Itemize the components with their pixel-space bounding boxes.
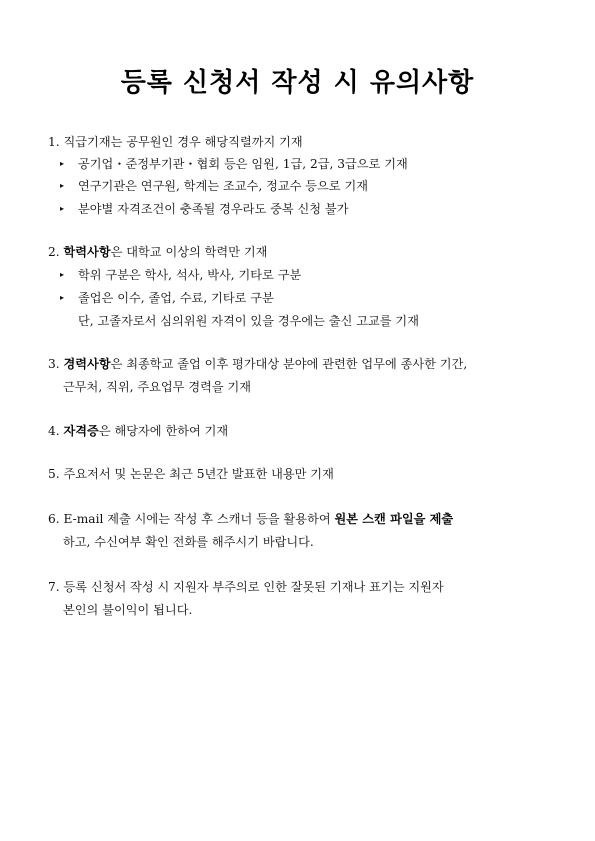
item-7-continuation: 본인의 불이익이 됩니다. (63, 603, 193, 617)
item-6-continuation: 하고, 수신여부 확인 전화를 해주시기 바랍니다. (63, 535, 314, 549)
item-4-bold-label: 자격증 (63, 424, 99, 438)
item-2-bullet-1: 학위 구분은 학사, 석사, 박사, 기타로 구분 (78, 268, 302, 282)
item-5-text: 5. 주요저서 및 논문은 최근 5년간 발표한 내용만 기재 (48, 467, 334, 481)
item-2-bullet-2: 졸업은 이수, 졸업, 수료, 기타로 구분 (78, 291, 274, 305)
item-4-text (48, 420, 228, 442)
item-1-bullet-3: 분야별 자격조건이 충족될 경우라도 중복 신청 불가 (78, 202, 349, 216)
item-7-text: 7. 등록 신청서 작성 시 지원자 부주의로 인한 잘못된 기재나 표기는 지원자 (48, 580, 444, 594)
item-3-text (48, 353, 467, 375)
bullet-icon: ▸ (60, 159, 65, 168)
page-title: 등록 신청서 작성 시 유의사항 (120, 68, 475, 98)
item-3-bold-label: 경력사항 (63, 357, 111, 371)
item-6-bold-label: 원본 스캔 파일을 제출 (334, 512, 454, 526)
bullet-icon: ▸ (60, 181, 65, 190)
item-2-bold-label: 학력사항 (63, 245, 111, 259)
item-1-bullet-2: 연구기관은 연구원, 학계는 조교수, 정교수 등으로 기재 (78, 179, 369, 193)
item-3-rest: 은 최종학교 졸업 이후 평가대상 분야에 관련한 업무에 종사한 기간, (110, 357, 468, 371)
bullet-icon: ▸ (60, 270, 65, 279)
item-3-continuation: 근무처, 직위, 주요업무 경력을 기재 (63, 380, 252, 394)
item-1-bullet-1: 공기업・준정부기관・협회 등은 임원, 1급, 2급, 3급으로 기재 (78, 157, 408, 171)
item-2-number: 2. (48, 245, 64, 259)
item-2-text (48, 241, 267, 263)
item-4-rest: 은 해당자에 한하여 기재 (98, 424, 229, 438)
item-3-number: 3. (48, 357, 64, 371)
bullet-icon: ▸ (60, 293, 65, 302)
item-1-text: 1. 직급기재는 공무원인 경우 해당직렬까지 기재 (48, 135, 303, 149)
item-2-note: 단, 고졸자로서 심의위원 자격이 있을 경우에는 출신 고교를 기재 (78, 314, 419, 328)
item-6-pre: 6. E-mail 제출 시에는 작성 후 스캐너 등을 활용하여 (48, 512, 335, 526)
item-2-rest: 은 대학교 이상의 학력만 기재 (110, 245, 268, 259)
bullet-icon: ▸ (60, 204, 65, 213)
item-6-text (48, 508, 453, 530)
item-4-number: 4. (48, 424, 64, 438)
